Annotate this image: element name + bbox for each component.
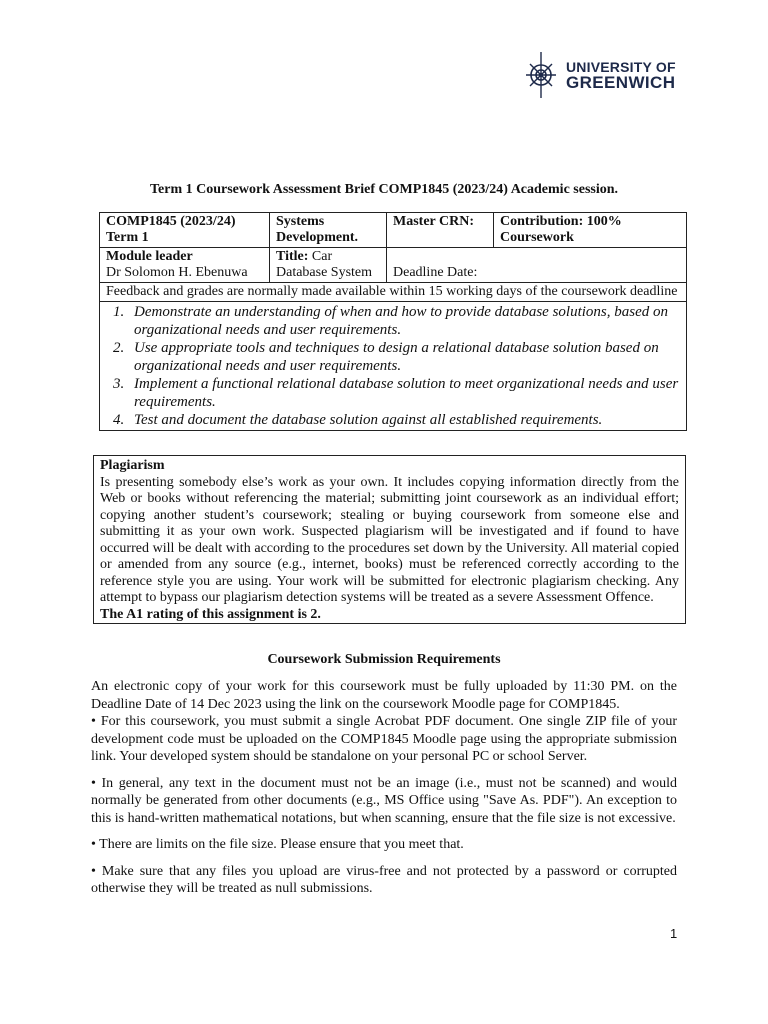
page-number: 1 bbox=[670, 926, 678, 941]
university-logo bbox=[524, 52, 676, 98]
deadline-date: Deadline Date: bbox=[387, 248, 687, 283]
module-code: COMP1845 (2023/24) bbox=[106, 214, 236, 229]
title-cell bbox=[270, 248, 387, 283]
compass-rose-icon bbox=[524, 52, 558, 98]
learning-outcome: 4. Test and document the database solution against all established requirements. bbox=[128, 411, 680, 429]
learning-outcome: 2. Use appropriate tools and techniques to design a relational database solution based on organizational needs and user requirements. bbox=[128, 339, 680, 375]
learning-outcome: 3. Implement a functional relational database solution to meet organizational needs and user requirements. bbox=[128, 375, 680, 411]
logo-line-1: UNIVERSITY OF bbox=[566, 59, 676, 75]
title-value: Car Database System bbox=[276, 249, 373, 280]
logo-line-2: GREENWICH bbox=[566, 73, 676, 92]
module-leader-cell bbox=[100, 248, 270, 283]
module-leader-label: Module leader bbox=[106, 249, 193, 264]
text-not-image-paragraph: • In general, any text in the document must not be an image (i.e., must not be scanned) and would normally be generated from other documents (e.g., MS Office using "Save As. PDF"). An exception to this is hand-written mathematical notations, but when scanning, ensure that the file size is not excessive. bbox=[91, 775, 677, 826]
plagiarism-body: Is presenting somebody else’s work as your own. It includes copying information directly from the Web or books without referencing the material; submitting joint coursework as an individual effort; copying another student’s coursework; stealing or buying coursework from someone else and submitting it as your own work. Suspected plagiarism will be investigated and if found to have occurred will be dealt with according to the procedures set down by the University. All material copied or amended from any source (e.g., internet, books) must be referenced correctly according to the reference style you are using. Your work will be submitted for electronic plagiarism checking. Any attempt to bypass our plagiarism detection systems will be treated as a severe Assessment Offence. bbox=[100, 474, 679, 605]
assessment-table bbox=[99, 212, 687, 431]
learning-outcomes-cell bbox=[100, 302, 687, 431]
learning-outcomes bbox=[106, 303, 680, 429]
learning-outcome: 1. Demonstrate an understanding of when and how to provide database solutions, based on organizational needs and user requirements. bbox=[128, 303, 680, 339]
plagiarism-heading: Plagiarism bbox=[100, 458, 165, 473]
course-name: Systems Development. bbox=[270, 213, 387, 248]
submission-format-paragraph: • For this coursework, you must submit a single Acrobat PDF document. One single ZIP file of your development code must be uploaded on the COMP1845 Moodle page using the appropriate submission link. Your developed system should be standalone on your personal PC or school Server. bbox=[91, 714, 677, 764]
term: Term 1 bbox=[106, 230, 149, 245]
a1-rating: The A1 rating of this assignment is 2. bbox=[100, 606, 321, 622]
submission-requirements bbox=[91, 678, 677, 898]
module-leader-name: Dr Solomon H. Ebenuwa bbox=[106, 265, 248, 280]
virus-free-paragraph: • Make sure that any files you upload are virus-free and not protected by a password or corrupted otherwise they will be treated as null submissions. bbox=[91, 863, 677, 896]
master-crn: Master CRN: bbox=[387, 213, 494, 248]
feedback-note: Feedback and grades are normally made available within 15 working days of the coursework deadline bbox=[100, 283, 687, 302]
plagiarism-box bbox=[93, 455, 686, 624]
document-title: Term 1 Coursework Assessment Brief COMP1845 (2023/24) Academic session. bbox=[149, 182, 619, 197]
submission-heading: Coursework Submission Requirements bbox=[267, 652, 501, 667]
contribution: Contribution: 100% Coursework bbox=[494, 213, 687, 248]
submission-deadline-paragraph: An electronic copy of your work for this coursework must be fully uploaded by 11:30 PM. on the Deadline Date of 14 Dec 2023 using the link on the coursework Moodle page for COMP1845. bbox=[91, 679, 677, 712]
title-label: Title: bbox=[276, 249, 309, 264]
file-size-paragraph: • There are limits on the file size. Please ensure that you meet that. bbox=[91, 837, 464, 852]
module-code-cell bbox=[100, 213, 270, 248]
